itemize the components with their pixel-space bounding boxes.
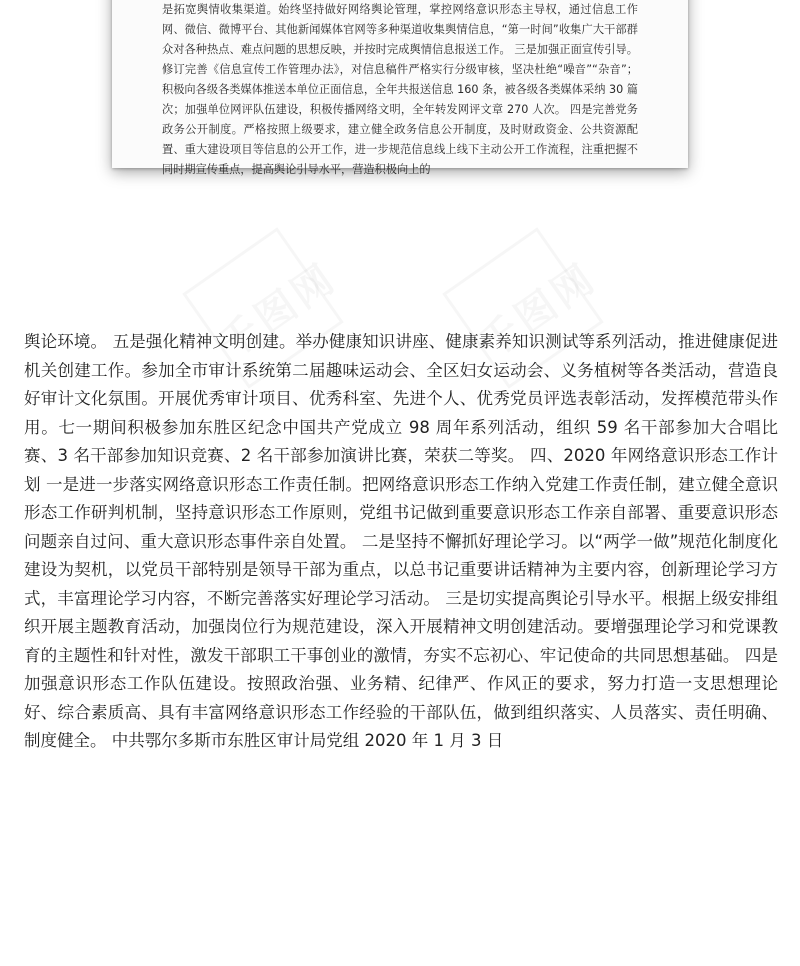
preview-card-text: 是拓宽舆情收集渠道。始终坚持做好网络舆论管理，掌控网络意识形态主导权，通过信息工作网、微信、微博平台、其他新闻媒体官网等多种渠道收集舆情信息，“第一时间”收集广大干部群众对各种热点、难点问题的思想反映，并按时完成舆情信息报送工作。 三是加强正面宣传引导。修订完善《信息宣传工作管理办法》，对信息稿件严格实行分级审核，坚决杜绝“噪音”“杂音”；积极向各级各类媒体推送本单位正面信息，全年共报送信息 160 条，被各级各类媒体采纳 30 篇次；加强单位网评队伍建设，积极传播网络文明，全年转发网评文章 270 人次。 四是完善党务政务公开制度。严格按照上级要求，建立健全政务信息公开制度，及时财政资金、公共资源配置、重大建设项目等信息的公开工作，进一步规范信息线上线下主动公开工作流程，注重把握不同时期宣传重点，提高舆论引导水平，营造积极向上的 — [162, 3, 638, 176]
document-body-text: 舆论环境。 五是强化精神文明创建。举办健康知识讲座、健康素养知识测试等系列活动，推进健康促进机关创建工作。参加全市审计系统第二届趣味运动会、全区妇女运动会、义务植树等各类活动，营造良好审计文化氛围。开展优秀审计项目、优秀科室、先进个人、优秀党员评选表彰活动，发挥模范带头作用。七一期间积极参加东胜区纪念中国共产党成立 98 周年系列活动，组织 59 名干部参加大合唱比赛、3 名干部参加知识竞赛、2 名干部参加演讲比赛，荣获二等奖。 四、2020 年网络意识形态工作计划 一是进一步落实网络意识形态工作责任制。把网络意识形态工作纳入党建工作责任制，建立健全意识形态工作研判机制，坚持意识形态工作原则，党组书记做到重要意识形态工作亲自部署、重要意识形态问题亲自过问、重大意识形态事件亲自处置。 二是坚持不懈抓好理论学习。以“两学一做”规范化制度化建设为契机，以党员干部特别是领导干部为重点，以总书记重要讲话精神为主要内容，创新理论学习方式，丰富理论学习内容，不断完善落实好理论学习活动。 三是切实提高舆论引导水平。根据上级安排组织开展主题教育活动，加强岗位行为规范建设，深入开展精神文明创建活动。要增强理论学习和党课教育的主题性和针对性，激发干部职工干事创业的激情，夯实不忘初心、牢记使命的共同思想基础。 四是加强意识形态工作队伍建设。按照政治强、业务精、纪律严、作风正的要求，努力打造一支思想理论好、综合素质高、具有丰富网络意识形态工作经验的干部队伍，做到组织落实、人员落实、责任明确、制度健全。 中共鄂尔多斯市东胜区审计局党组 2020 年 1 月 3 日 — [24, 332, 778, 750]
document-preview-card — [112, 0, 688, 176]
